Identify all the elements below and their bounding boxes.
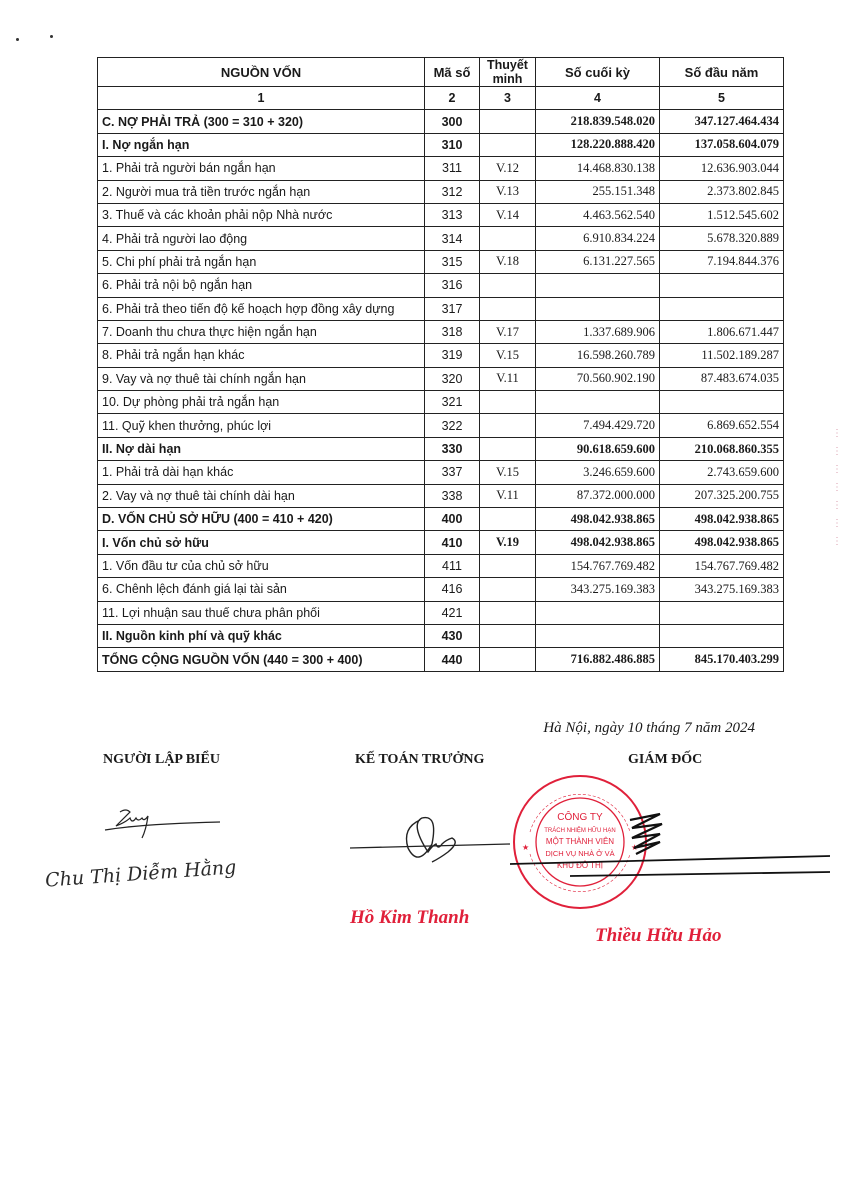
row-end-value (536, 391, 660, 414)
row-begin-value: 845.170.403.299 (660, 648, 784, 671)
row-end-value: 154.767.769.482 (536, 554, 660, 577)
row-code: 310 (425, 133, 480, 156)
svg-text:DỊCH VỤ NHÀ Ở VÀ: DỊCH VỤ NHÀ Ở VÀ (545, 849, 615, 858)
row-begin-value: 137.058.604.079 (660, 133, 784, 156)
row-begin-value: 343.275.169.383 (660, 578, 784, 601)
row-name: 5. Chi phí phải trả ngắn hạn (98, 250, 425, 273)
row-name: 2. Người mua trả tiền trước ngắn hạn (98, 180, 425, 203)
director-title: GIÁM ĐỐC (628, 752, 703, 767)
row-code: 317 (425, 297, 480, 320)
row-begin-value (660, 274, 784, 297)
row-name: I. Vốn chủ sở hữu (98, 531, 425, 554)
row-name: 6. Chênh lệch đánh giá lại tài sản (98, 578, 425, 601)
row-note (480, 648, 536, 671)
row-begin-value: 12.636.903.044 (660, 157, 784, 180)
row-begin-value (660, 391, 784, 414)
table-row (98, 320, 784, 343)
table-row (98, 250, 784, 273)
row-code: 311 (425, 157, 480, 180)
header-so-dau-nam: Số đầu năm (660, 58, 784, 87)
row-note (480, 624, 536, 647)
row-code: 318 (425, 320, 480, 343)
row-code: 315 (425, 250, 480, 273)
row-code: 314 (425, 227, 480, 250)
row-code: 410 (425, 531, 480, 554)
row-end-value: 498.042.938.865 (536, 508, 660, 531)
row-begin-value: 2.373.802.845 (660, 180, 784, 203)
row-name: 1. Phải trả người bán ngắn hạn (98, 157, 425, 180)
row-name: 3. Thuế và các khoản phải nộp Nhà nước (98, 203, 425, 226)
row-begin-value: 154.767.769.482 (660, 554, 784, 577)
row-note (480, 133, 536, 156)
preparer-signature (80, 800, 220, 840)
table-row (98, 578, 784, 601)
row-begin-value: 207.325.200.755 (660, 484, 784, 507)
row-note: V.11 (480, 484, 536, 507)
table-row (98, 133, 784, 156)
row-end-value: 1.337.689.906 (536, 320, 660, 343)
table-row (98, 484, 784, 507)
row-end-value: 6.131.227.565 (536, 250, 660, 273)
row-note (480, 110, 536, 133)
scan-speck (16, 38, 19, 41)
row-note (480, 554, 536, 577)
row-note (480, 437, 536, 460)
row-name: 10. Dự phòng phải trả ngắn hạn (98, 391, 425, 414)
row-name: 7. Doanh thu chưa thực hiện ngắn hạn (98, 320, 425, 343)
row-code: 440 (425, 648, 480, 671)
row-note: V.17 (480, 320, 536, 343)
director-name: Thiều Hữu Hảo (595, 925, 722, 946)
column-number: 2 (425, 87, 480, 110)
row-name: 11. Lợi nhuận sau thuế chưa phân phối (98, 601, 425, 624)
chief-accountant-signature (350, 800, 510, 870)
row-name: 1. Vốn đầu tư của chủ sở hữu (98, 554, 425, 577)
table-header-row (98, 58, 784, 87)
row-begin-value (660, 297, 784, 320)
row-code: 338 (425, 484, 480, 507)
header-ma-so: Mã số (425, 58, 480, 87)
table-row (98, 367, 784, 390)
row-note: V.15 (480, 461, 536, 484)
row-note (480, 601, 536, 624)
row-end-value: 14.468.830.138 (536, 157, 660, 180)
row-name: 9. Vay và nợ thuê tài chính ngắn hạn (98, 367, 425, 390)
row-code: 320 (425, 367, 480, 390)
row-code: 312 (425, 180, 480, 203)
row-code: 421 (425, 601, 480, 624)
row-code: 330 (425, 437, 480, 460)
row-note: V.19 (480, 531, 536, 554)
table-row (98, 414, 784, 437)
row-note (480, 227, 536, 250)
svg-text:TRÁCH NHIỆM HỮU HẠN: TRÁCH NHIỆM HỮU HẠN (544, 828, 616, 834)
row-note: V.12 (480, 157, 536, 180)
table-row (98, 297, 784, 320)
row-note: V.11 (480, 367, 536, 390)
row-end-value: 716.882.486.885 (536, 648, 660, 671)
row-begin-value: 1.512.545.602 (660, 203, 784, 226)
column-number: 1 (98, 87, 425, 110)
row-name: 6. Phải trả nội bộ ngắn hạn (98, 274, 425, 297)
row-name: 8. Phải trả ngắn hạn khác (98, 344, 425, 367)
table-row (98, 274, 784, 297)
table-row (98, 203, 784, 226)
row-begin-value (660, 601, 784, 624)
row-name: I. Nợ ngắn hạn (98, 133, 425, 156)
row-begin-value: 5.678.320.889 (660, 227, 784, 250)
preparer-name-handwritten: Chu Thị Diễm Hằng (44, 856, 237, 892)
row-begin-value: 6.869.652.554 (660, 414, 784, 437)
row-end-value (536, 624, 660, 647)
row-note (480, 297, 536, 320)
row-code: 313 (425, 203, 480, 226)
row-code: 321 (425, 391, 480, 414)
preparer-title: NGƯỜI LẬP BIỂU (103, 752, 220, 767)
row-name: 1. Phải trả dài hạn khác (98, 461, 425, 484)
svg-text:★: ★ (522, 843, 530, 852)
row-note (480, 508, 536, 531)
column-number-row (98, 87, 784, 110)
header-so-cuoi-ky: Số cuối kỳ (536, 58, 660, 87)
row-code: 430 (425, 624, 480, 647)
balance-sheet-table (97, 57, 784, 672)
table-row (98, 344, 784, 367)
svg-text:KHU ĐÔ THỊ: KHU ĐÔ THỊ (556, 861, 604, 870)
row-begin-value: 7.194.844.376 (660, 250, 784, 273)
row-begin-value: 210.068.860.355 (660, 437, 784, 460)
row-note: V.14 (480, 203, 536, 226)
row-end-value: 255.151.348 (536, 180, 660, 203)
scan-speck (50, 35, 53, 38)
row-end-value (536, 601, 660, 624)
row-name: 6. Phải trả theo tiến độ kế hoạch hợp đồng xây dựng (98, 297, 425, 320)
row-code: 300 (425, 110, 480, 133)
row-begin-value: 1.806.671.447 (660, 320, 784, 343)
row-end-value: 218.839.548.020 (536, 110, 660, 133)
row-name: 2. Vay và nợ thuê tài chính dài hạn (98, 484, 425, 507)
row-end-value: 498.042.938.865 (536, 531, 660, 554)
row-code: 411 (425, 554, 480, 577)
svg-text:CÔNG TY: CÔNG TY (557, 812, 603, 823)
column-number: 3 (480, 87, 536, 110)
row-end-value: 70.560.902.190 (536, 367, 660, 390)
table-row (98, 180, 784, 203)
table-row (98, 624, 784, 647)
table-row (98, 157, 784, 180)
row-name: II. Nợ dài hạn (98, 437, 425, 460)
svg-text:MỘT THÀNH VIÊN: MỘT THÀNH VIÊN (545, 837, 615, 846)
table-row (98, 461, 784, 484)
row-end-value: 7.494.429.720 (536, 414, 660, 437)
column-number: 5 (660, 87, 784, 110)
row-note: V.13 (480, 180, 536, 203)
row-end-value: 87.372.000.000 (536, 484, 660, 507)
table-row (98, 110, 784, 133)
row-name: II. Nguồn kinh phí và quỹ khác (98, 624, 425, 647)
row-end-value (536, 274, 660, 297)
row-code: 316 (425, 274, 480, 297)
row-name: TỔNG CỘNG NGUỒN VỐN (440 = 300 + 400) (98, 648, 425, 671)
table-row (98, 227, 784, 250)
row-note (480, 578, 536, 601)
row-begin-value: 2.743.659.600 (660, 461, 784, 484)
row-note (480, 414, 536, 437)
row-end-value: 3.246.659.600 (536, 461, 660, 484)
row-code: 416 (425, 578, 480, 601)
table-row (98, 508, 784, 531)
row-name: 11. Quỹ khen thưởng, phúc lợi (98, 414, 425, 437)
row-note: V.15 (480, 344, 536, 367)
table-row (98, 391, 784, 414)
row-name: D. VỐN CHỦ SỞ HỮU (400 = 410 + 420) (98, 508, 425, 531)
reverse-stamp-bleed-mark: ⋮ ⋮ ⋮ ⋮ ⋮ ⋮ ⋮ (832, 428, 842, 547)
table-row (98, 554, 784, 577)
row-code: 400 (425, 508, 480, 531)
row-end-value: 90.618.659.600 (536, 437, 660, 460)
row-note (480, 391, 536, 414)
row-end-value: 4.463.562.540 (536, 203, 660, 226)
column-number: 4 (536, 87, 660, 110)
row-code: 322 (425, 414, 480, 437)
row-code: 337 (425, 461, 480, 484)
date-line: Hà Nội, ngày 10 tháng 7 năm 2024 (543, 720, 755, 736)
row-end-value: 128.220.888.420 (536, 133, 660, 156)
row-begin-value: 87.483.674.035 (660, 367, 784, 390)
row-name: 4. Phải trả người lao động (98, 227, 425, 250)
chief-accountant-title: KẾ TOÁN TRƯỞNG (355, 752, 485, 767)
table-row (98, 437, 784, 460)
table-row (98, 648, 784, 671)
row-begin-value (660, 624, 784, 647)
row-begin-value: 347.127.464.434 (660, 110, 784, 133)
header-nguon-von: NGUỒN VỐN (98, 58, 425, 87)
row-code: 319 (425, 344, 480, 367)
row-begin-value: 498.042.938.865 (660, 508, 784, 531)
row-end-value: 16.598.260.789 (536, 344, 660, 367)
row-note: V.18 (480, 250, 536, 273)
row-begin-value: 11.502.189.287 (660, 344, 784, 367)
table-row (98, 531, 784, 554)
table-row (98, 601, 784, 624)
svg-text:★: ★ (631, 843, 639, 852)
row-name: C. NỢ PHẢI TRẢ (300 = 310 + 320) (98, 110, 425, 133)
director-signature (510, 800, 830, 890)
chief-accountant-name: Hồ Kim Thanh (350, 907, 470, 928)
row-end-value: 6.910.834.224 (536, 227, 660, 250)
row-end-value (536, 297, 660, 320)
row-end-value: 343.275.169.383 (536, 578, 660, 601)
row-begin-value: 498.042.938.865 (660, 531, 784, 554)
row-note (480, 274, 536, 297)
header-thuyet-minh: Thuyết minh (480, 58, 536, 87)
